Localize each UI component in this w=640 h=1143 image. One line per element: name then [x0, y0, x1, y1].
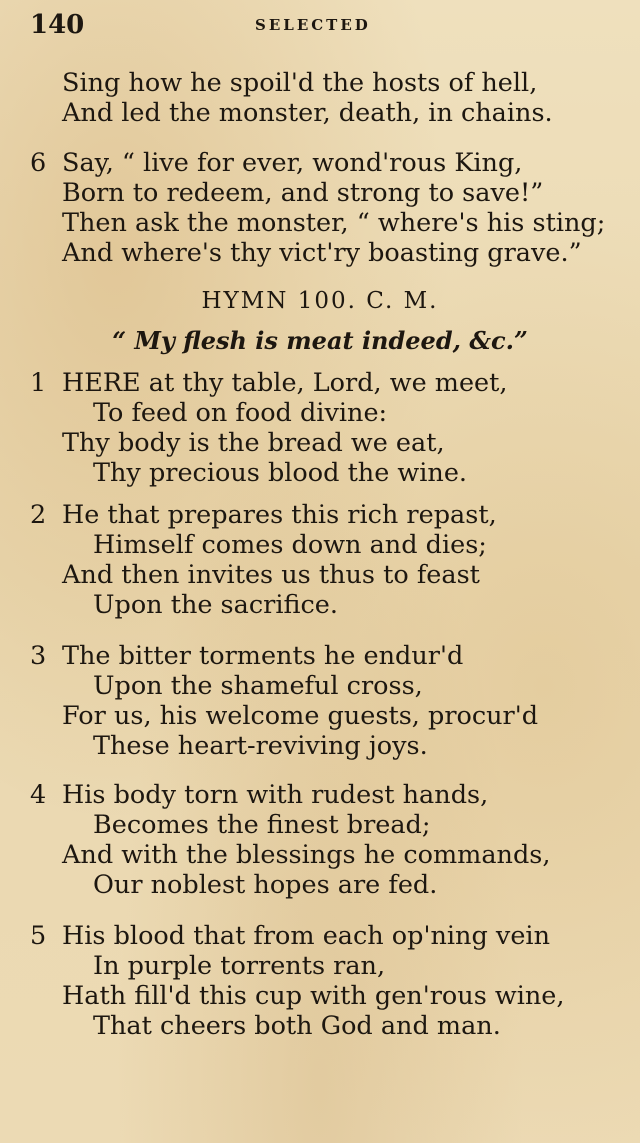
verse-line: HERE at thy table, Lord, we meet, [62, 368, 508, 398]
verse-line: For us, his welcome guests, procur'd [62, 701, 539, 731]
stanza-number: 2 [30, 500, 47, 530]
verse-line: Our noblest hopes are fed. [93, 870, 438, 900]
verse-line: Himself comes down and dies; [93, 530, 487, 560]
verse-line: Thy precious blood the wine. [93, 458, 468, 488]
verse-line: And where's thy vict'ry boasting grave.” [62, 238, 582, 268]
verse-line: Hath fill'd this cup with gen'rous wine, [62, 981, 565, 1011]
stanza-number: 1 [30, 368, 47, 398]
verse-line: And then invites us thus to feast [62, 560, 480, 590]
stanza-number: 3 [30, 641, 47, 671]
verse-line: Sing how he spoil'd the hosts of hell, [62, 68, 538, 98]
hymn-subtitle: “ My flesh is meat indeed, &c.” [112, 326, 528, 355]
verse-line: His body torn with rudest hands, [62, 780, 489, 810]
verse-line: His blood that from each op'ning vein [62, 921, 550, 951]
verse-line: He that prepares this rich repast, [62, 500, 497, 530]
page-header [30, 10, 610, 40]
verse-line: In purple torrents ran, [93, 951, 386, 981]
verse-line: And with the blessings he commands, [62, 840, 551, 870]
verse-line: Upon the sacrifice. [93, 590, 338, 620]
verse-line: Becomes the finest bread; [93, 810, 431, 840]
verse-line: And led the monster, death, in chains. [62, 98, 553, 128]
verse-line: Then ask the monster, “ where's his sting; [62, 208, 606, 238]
verse-line: That cheers both God and man. [93, 1011, 501, 1041]
verse-line: Born to redeem, and strong to save!” [62, 178, 544, 208]
verse-line: To feed on food divine: [93, 398, 388, 428]
verse-line: Thy body is the bread we eat, [62, 428, 445, 458]
verse-line: These heart-reviving joys. [93, 731, 428, 761]
verse-line: Say, “ live for ever, wond'rous King, [62, 148, 523, 178]
hymn-title: HYMN 100. C. M. [201, 288, 439, 314]
verse-line: The bitter torments he endur'd [62, 641, 464, 671]
stanza-number: 4 [30, 780, 47, 810]
running-head: SELECTED [255, 16, 371, 34]
verse-line: Upon the shameful cross, [93, 671, 423, 701]
page-number: 140 [30, 10, 85, 40]
stanza-number: 5 [30, 921, 47, 951]
stanza-number: 6 [30, 148, 47, 178]
